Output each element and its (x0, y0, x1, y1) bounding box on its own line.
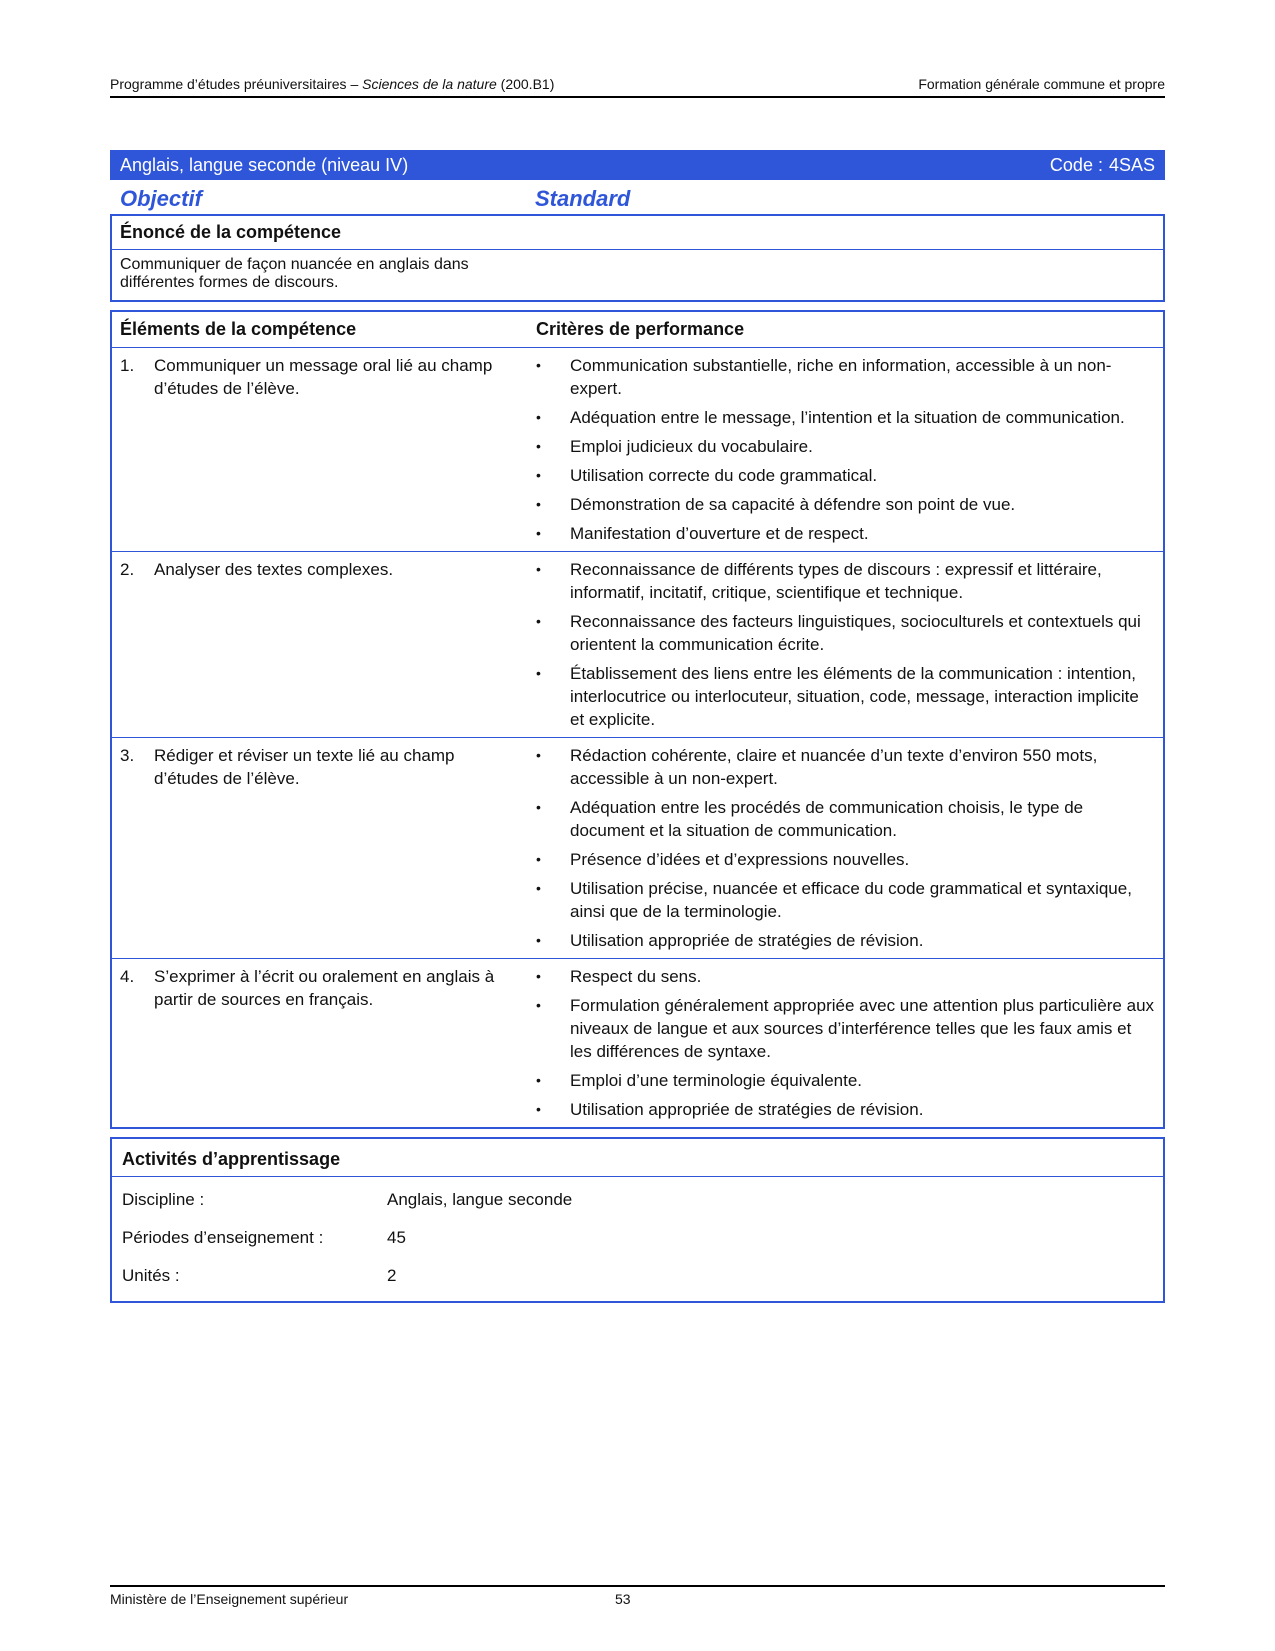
criterion-text: Reconnaissance des facteurs linguistiques, socioculturels et contextuels qui orientent la communication écrite. (570, 612, 1141, 654)
performance-criterion (536, 522, 1155, 545)
element-number: 3. (120, 746, 135, 765)
discipline-value: Anglais, langue seconde (387, 1190, 573, 1209)
criterion-text: Rédaction cohérente, claire et nuancée d’un texte d’environ 550 mots, accessible à un non-expert. (570, 746, 1098, 788)
criterion-text: Adéquation entre le message, l’intention et la situation de communication. (570, 408, 1125, 427)
bullet-icon: • (536, 1072, 541, 1088)
performance-criterion (536, 354, 1155, 400)
bullet-icon: • (536, 561, 541, 577)
criterion-text: Utilisation appropriée de stratégies de révision. (570, 931, 924, 950)
competency-statement-heading: Énoncé de la compétence (112, 216, 1163, 250)
element-text: S’exprimer à l’écrit ou oralement en anglais à partir de sources en français. (154, 967, 495, 1009)
bullet-icon: • (536, 747, 541, 763)
competency-statement-box (110, 214, 1165, 302)
units-value: 2 (387, 1266, 397, 1285)
performance-criterion (536, 965, 1155, 988)
element-text: Communiquer un message oral lié au champ d’études de l’élève. (154, 356, 493, 398)
units-row (112, 1257, 1163, 1295)
course-code: Code : 4SAS (1049, 154, 1155, 175)
competency-elements-table (110, 310, 1165, 1129)
criterion-text: Respect du sens. (570, 967, 702, 986)
objective-standard-headings (110, 180, 1165, 214)
performance-criterion (536, 744, 1155, 790)
element-number: 1. (120, 356, 135, 375)
competency-element-row (112, 959, 1163, 1128)
objective-heading: Objectif (120, 186, 202, 211)
learning-activities-heading: Activités d’apprentissage (112, 1139, 1163, 1177)
criterion-text: Emploi d’une terminologie équivalente. (570, 1071, 863, 1090)
criteria-heading: Critères de performance (528, 312, 1163, 348)
performance-criteria-list (536, 558, 1155, 731)
standard-heading: Standard (535, 186, 631, 211)
performance-criteria-list (536, 744, 1155, 952)
competency-element-row (112, 738, 1163, 959)
criterion-text: Formulation généralement appropriée avec une attention plus particulière aux niveaux de langue et aux sources d’interférence telles que les faux amis et les différences de syntaxe. (570, 996, 1155, 1061)
units-label: Unités : (122, 1266, 180, 1285)
criterion-text: Manifestation d’ouverture et de respect. (570, 524, 869, 543)
discipline-row (112, 1181, 1163, 1219)
performance-criterion (536, 610, 1155, 656)
bullet-icon: • (536, 496, 541, 512)
performance-criterion (536, 929, 1155, 952)
program-title: Programme d’études préuniversitaires – Sciences de la nature (200.B1) (110, 76, 555, 92)
criterion-text: Établissement des liens entre les éléments de la communication : intention, interlocutrice ou interlocuteur, situation, code, message, interaction implicite et explicite. (570, 664, 1139, 729)
performance-criterion (536, 796, 1155, 842)
page-number: 53 (615, 1591, 631, 1607)
criterion-text: Utilisation correcte du code grammatical. (570, 466, 878, 485)
bullet-icon: • (536, 968, 541, 984)
running-header (110, 76, 1165, 98)
performance-criteria-list (536, 965, 1155, 1121)
competency-statement-text: Communiquer de façon nuancée en anglais dans différentes formes de discours. (120, 256, 469, 291)
criterion-text: Reconnaissance de différents types de discours : expressif et littéraire, informatif, incitatif, critique, scientifique et technique. (570, 560, 1102, 602)
element-text: Rédiger et réviser un texte lié au champ d’études de l’élève. (154, 746, 455, 788)
performance-criterion (536, 662, 1155, 731)
bullet-icon: • (536, 438, 541, 454)
performance-criterion (536, 877, 1155, 923)
ministry-name: Ministère de l’Enseignement supérieur (110, 1591, 349, 1607)
bullet-icon: • (536, 665, 541, 681)
performance-criterion (536, 1098, 1155, 1121)
performance-criterion (536, 464, 1155, 487)
competency-element (120, 965, 520, 1011)
learning-activities-box (110, 1137, 1165, 1303)
performance-criterion (536, 406, 1155, 429)
document-page (110, 70, 1165, 1303)
performance-criterion (536, 1069, 1155, 1092)
bullet-icon: • (536, 525, 541, 541)
element-number: 2. (120, 560, 135, 579)
criterion-text: Présence d’idées et d’expressions nouvelles. (570, 850, 910, 869)
discipline-label: Discipline : (122, 1190, 205, 1209)
page-footer (110, 1585, 1165, 1607)
competency-element-row (112, 348, 1163, 552)
criterion-text: Emploi judicieux du vocabulaire. (570, 437, 813, 456)
competency-element (120, 744, 520, 790)
bullet-icon: • (536, 997, 541, 1013)
performance-criterion (536, 493, 1155, 516)
criterion-text: Utilisation appropriée de stratégies de révision. (570, 1100, 924, 1119)
performance-criterion (536, 435, 1155, 458)
performance-criterion (536, 558, 1155, 604)
course-title: Anglais, langue seconde (niveau IV) (120, 154, 409, 175)
course-title-bar (110, 150, 1165, 180)
training-type: Formation générale commune et propre (918, 76, 1165, 92)
bullet-icon: • (536, 467, 541, 483)
criterion-text: Communication substantielle, riche en information, accessible à un non-expert. (570, 356, 1112, 398)
element-number: 4. (120, 967, 135, 986)
competency-element (120, 558, 520, 581)
criterion-text: Démonstration de sa capacité à défendre son point de vue. (570, 495, 1016, 514)
bullet-icon: • (536, 357, 541, 373)
bullet-icon: • (536, 799, 541, 815)
element-text: Analyser des textes complexes. (154, 560, 394, 579)
bullet-icon: • (536, 851, 541, 867)
periods-value: 45 (387, 1228, 406, 1247)
bullet-icon: • (536, 880, 541, 896)
criterion-text: Utilisation précise, nuancée et efficace du code grammatical et syntaxique, ainsi que de la terminologie. (570, 879, 1132, 921)
performance-criterion (536, 848, 1155, 871)
performance-criteria-list (536, 354, 1155, 545)
periods-row (112, 1219, 1163, 1257)
bullet-icon: • (536, 613, 541, 629)
performance-criterion (536, 994, 1155, 1063)
competency-element (120, 354, 520, 400)
bullet-icon: • (536, 932, 541, 948)
competency-element-row (112, 552, 1163, 738)
criterion-text: Adéquation entre les procédés de communication choisis, le type de document et la situation de communication. (570, 798, 1084, 840)
bullet-icon: • (536, 1101, 541, 1117)
periods-label: Périodes d’enseignement : (122, 1228, 324, 1247)
bullet-icon: • (536, 409, 541, 425)
elements-heading: Éléments de la compétence (112, 312, 528, 348)
